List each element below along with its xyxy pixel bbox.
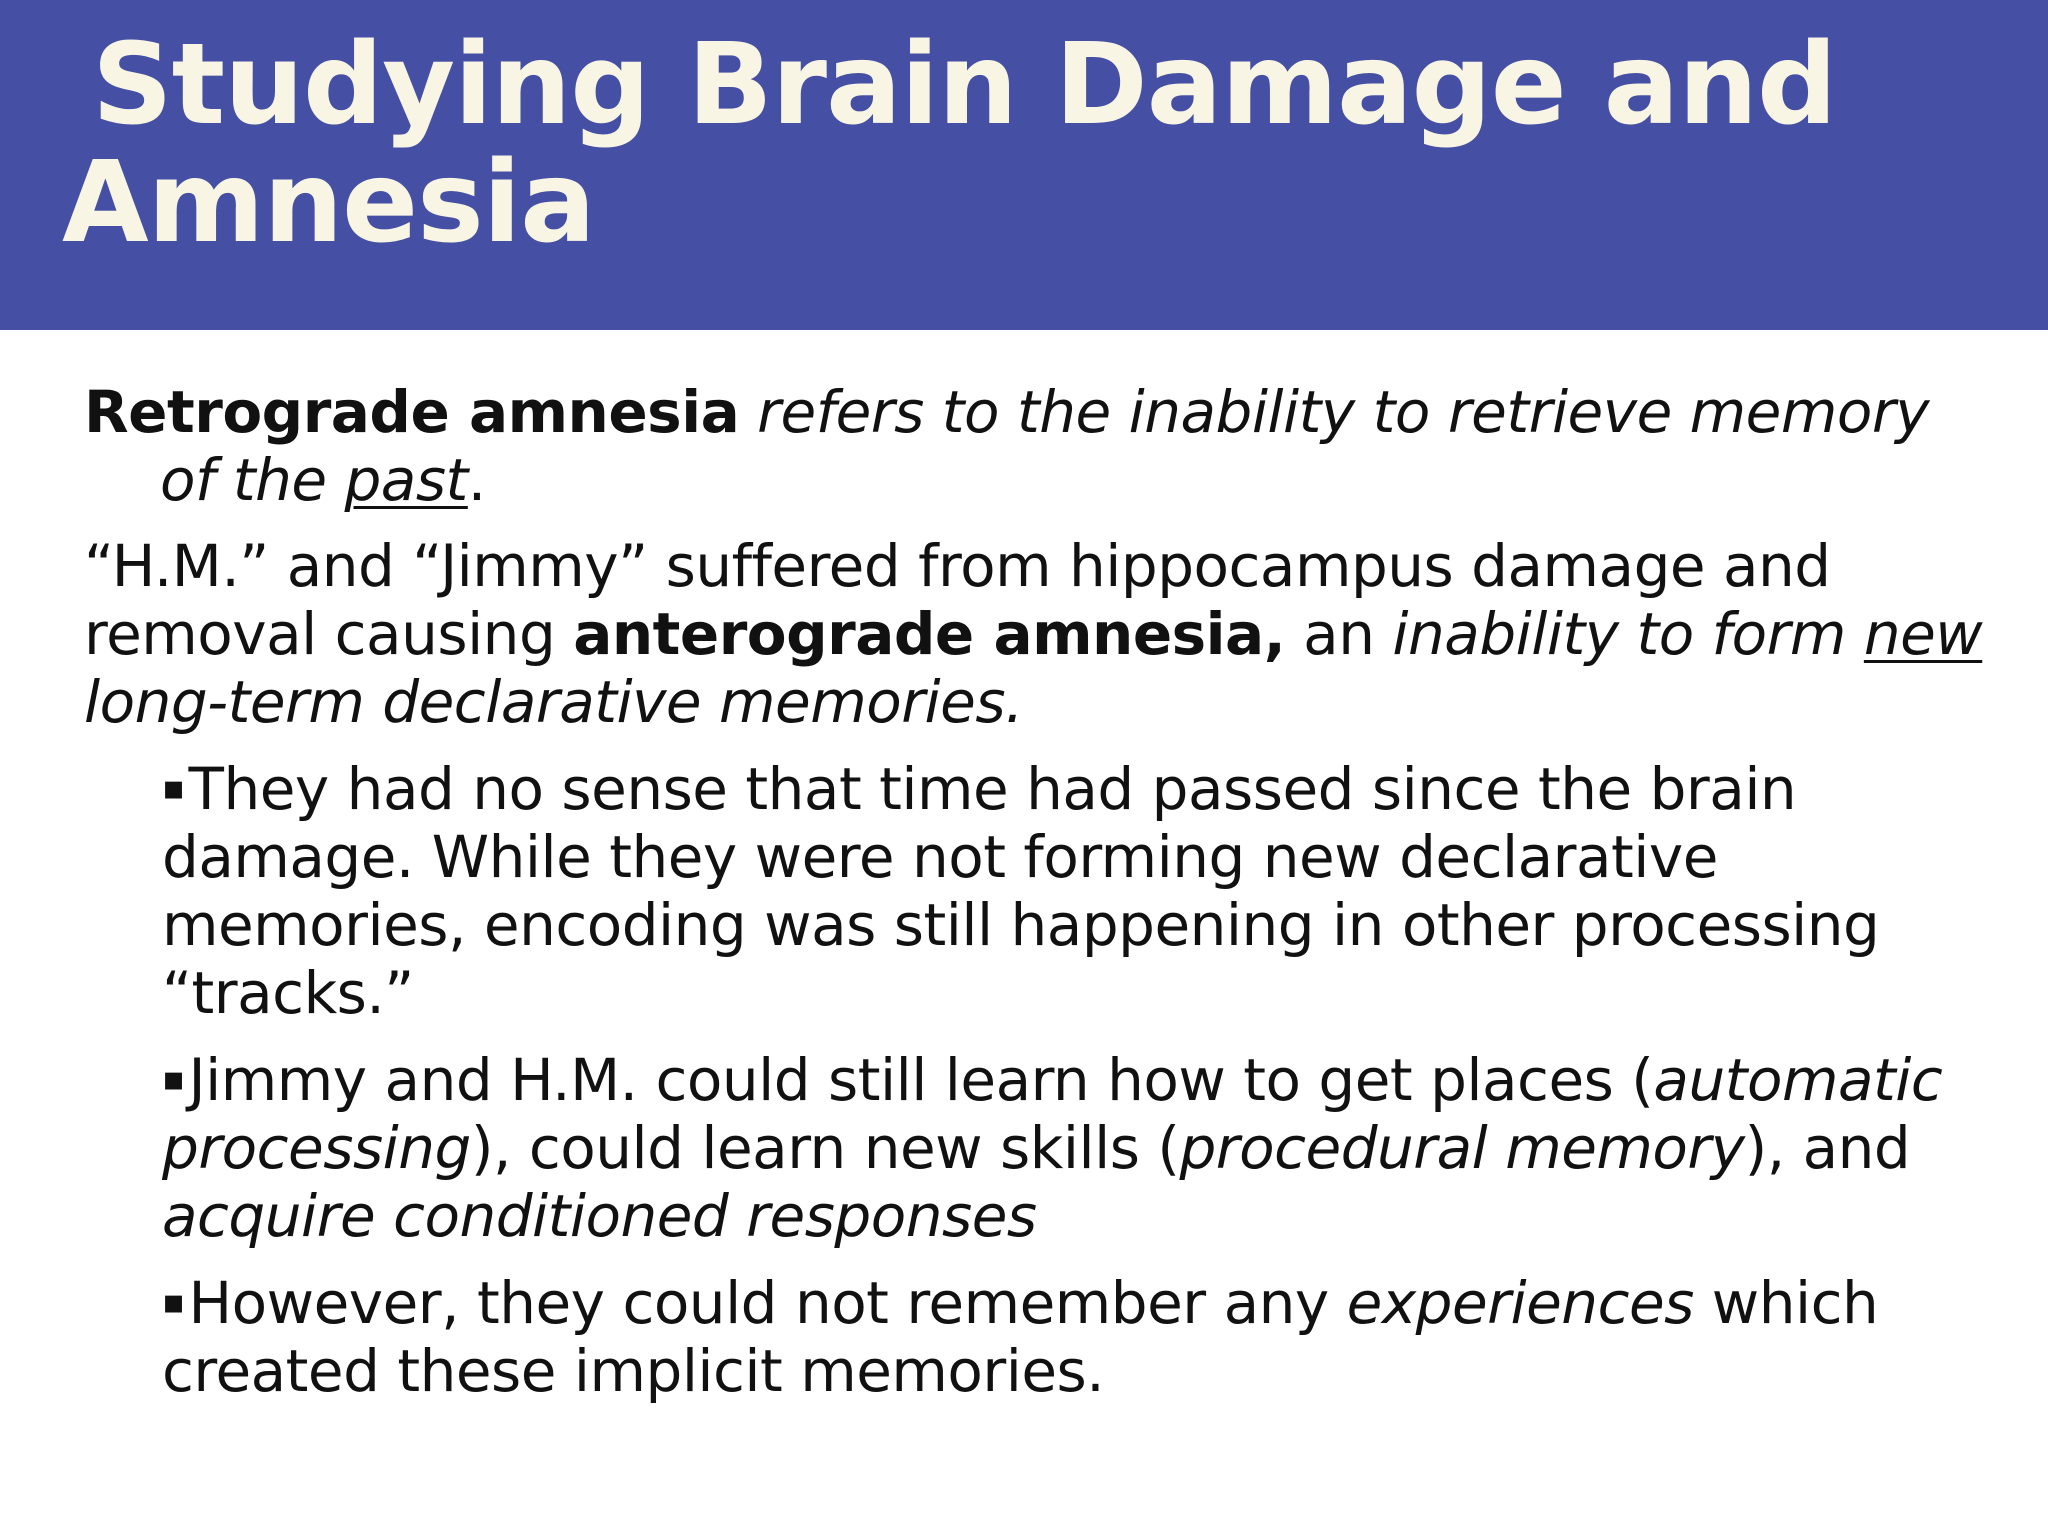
retrograde-definition-lead: refers to the inability to retrieve memory of the: [160, 378, 1930, 514]
retrograde-definition-underlined-wrap: [344, 446, 467, 514]
anterograde-paragraph: [84, 532, 1984, 736]
automatic-processing-term: automatic processing: [162, 1046, 1943, 1182]
conditioned-responses-term: acquire conditioned responses: [162, 1182, 1037, 1250]
retrograde-paragraph: [84, 378, 1984, 514]
title-bar: [0, 0, 2048, 330]
bullet-text-part: ), and: [1744, 1114, 1911, 1182]
bullet-text-part: ), could learn new skills (: [470, 1114, 1180, 1182]
experiences-term: experiences: [1346, 1269, 1694, 1337]
retrograde-definition-underlined: past: [344, 446, 468, 514]
anterograde-lead: “H.M.” and “Jimmy” suffered from hippocampus damage and removal causing: [84, 532, 1831, 668]
slide-title-line-1: Studying Brain Damage and: [92, 20, 1837, 150]
anterograde-definition-underlined: new: [1863, 600, 1983, 668]
anterograde-definition-b: long-term declarative memories.: [84, 668, 1024, 736]
bullet-item-experiences: [162, 1268, 1984, 1405]
bullet-square-icon: ▪: [162, 768, 185, 808]
bullet-text-part: Jimmy and H.M. could still learn how to get places (: [188, 1046, 1654, 1114]
procedural-memory-term: procedural memory: [1179, 1114, 1745, 1182]
slide-title: [62, 20, 1837, 268]
retrograde-term: Retrograde amnesia: [84, 378, 740, 446]
anterograde-definition-a: inability to form: [1392, 600, 1864, 668]
bullet-square-icon: ▪: [162, 1282, 185, 1322]
slide-body: [84, 378, 1984, 1423]
anterograde-definition-underlined-wrap: [1864, 600, 1982, 668]
bullet-item-time-sense: [162, 754, 1984, 1027]
anterograde-mid: an: [1285, 600, 1393, 668]
bullet-square-icon: ▪: [162, 1059, 185, 1099]
bullet-text-time-sense: They had no sense that time had passed since the brain damage. While they were not forming new declarative memories, encoding was still happening in other processing “tracks.”: [162, 755, 1880, 1027]
slide-title-line-2: Amnesia: [62, 138, 595, 268]
bullet-text-part: which created these implicit memories.: [162, 1269, 1879, 1405]
bullet-text-part: However, they could not remember any: [188, 1269, 1347, 1337]
retrograde-definition-end: .: [467, 446, 486, 514]
bullet-item-implicit-learning: [162, 1045, 1984, 1250]
anterograde-term: anterograde amnesia,: [573, 600, 1286, 668]
